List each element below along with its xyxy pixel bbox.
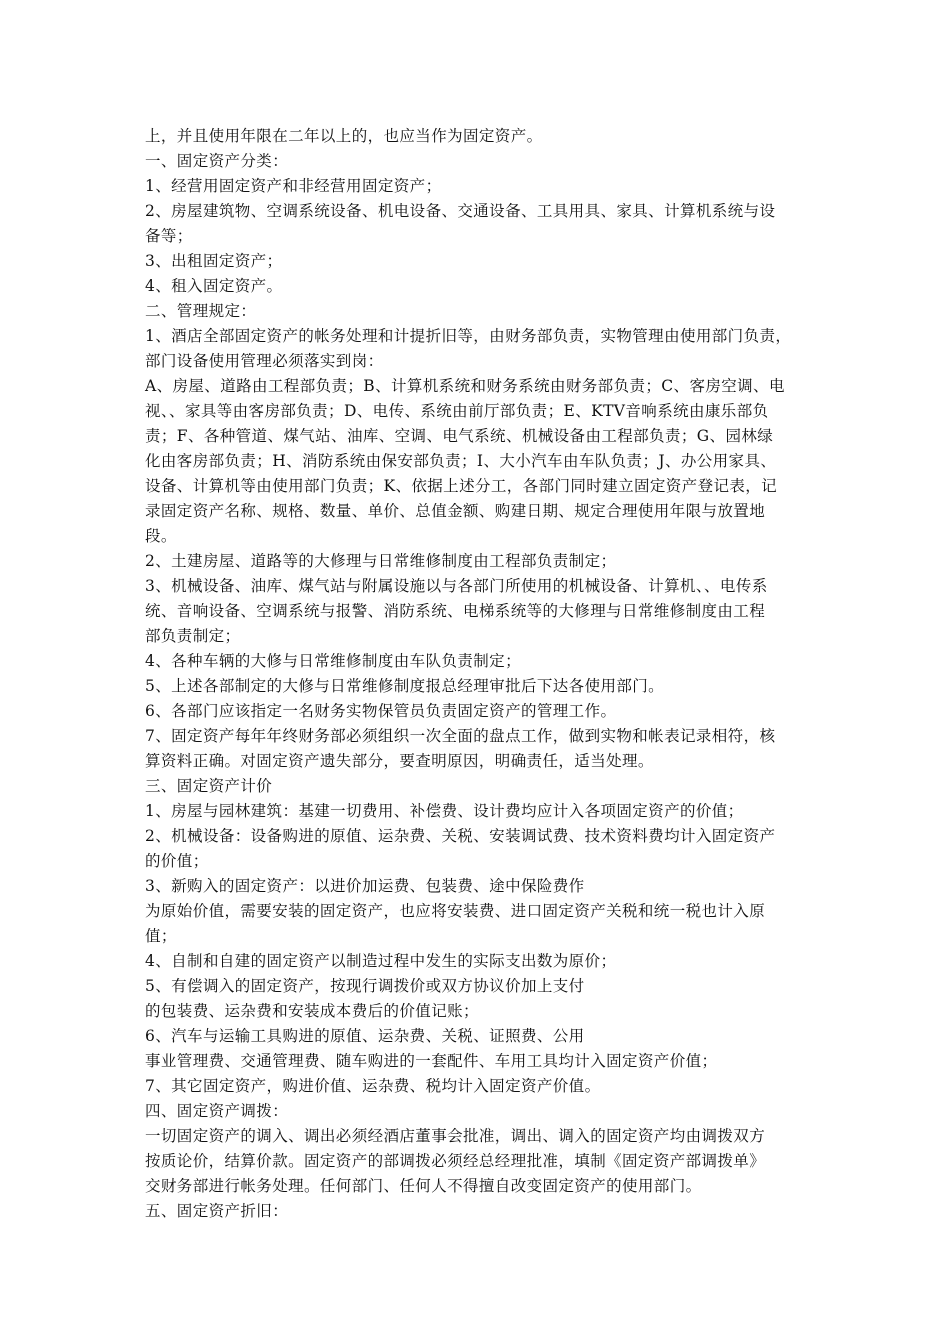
- text-line: 4、自制和自建的固定资产以制造过程中发生的实际支出数为原价；: [145, 952, 617, 970]
- text-line: 6、各部门应该指定一名财务实物保管员负责固定资产的管理工作。: [145, 702, 617, 720]
- text-line: 的包装费、运杂费和安装成本费后的价值记账；: [145, 1002, 479, 1020]
- text-line: 2、土建房屋、道路等的大修理与日常维修制度由工程部负责制定；: [145, 552, 617, 570]
- text-line: 部门设备使用管理必须落实到岗：: [145, 352, 384, 370]
- text-line: 上，并且使用年限在二年以上的，也应当作为固定资产。: [145, 127, 543, 145]
- text-line: 值；: [145, 927, 177, 945]
- text-line: 部负责制定；: [145, 627, 241, 645]
- text-line: 化由客房部负责；H、消防系统由保安部负责；I、大小汽车由车队负责；J、办公用家具、: [145, 452, 777, 470]
- section-heading: 四、固定资产调拨：: [145, 1102, 289, 1120]
- text-line: 3、机械设备、油库、煤气站与附属设施以与各部门所使用的机械设备、计算机、、电传系: [145, 577, 768, 595]
- text-line: 交财务部进行帐务处理。任何部门、任何人不得擅自改变固定资产的使用部门。: [145, 1177, 702, 1195]
- section-heading: 五、固定资产折旧：: [145, 1202, 289, 1220]
- text-line: 责；F、各种管道、煤气站、油库、空调、电气系统、机械设备由工程部负责；G、园林绿: [145, 427, 774, 445]
- text-line: 设备、计算机等由使用部门负责；K、依据上述分工，各部门同时建立固定资产登记表，记: [145, 477, 778, 495]
- text-line: 一切固定资产的调入、调出必须经酒店董事会批准，调出、调入的固定资产均由调拨双方: [145, 1127, 766, 1145]
- text-line: 事业管理费、交通管理费、随车购进的一套配件、车用工具均计入固定资产价值；: [145, 1052, 718, 1070]
- text-line: A、房屋、道路由工程部负责；B、计算机系统和财务系统由财务部负责；C、客房空调、电: [145, 377, 785, 395]
- text-line: 7、其它固定资产，购进价值、运杂费、税均计入固定资产价值。: [145, 1077, 601, 1095]
- text-line: 1、房屋与园林建筑：基建一切费用、补偿费、设计费均应计入各项固定资产的价值；: [145, 802, 744, 820]
- text-line: 算资料正确。对固定资产遗失部分，要查明原因，明确责任，适当处理。: [145, 752, 654, 770]
- section-heading: 一、固定资产分类：: [145, 152, 289, 170]
- document-body: [145, 124, 815, 1224]
- section-heading: 二、管理规定：: [145, 302, 257, 320]
- text-line: 2、机械设备：设备购进的原值、运杂费、关税、安装调试费、技术资料费均计入固定资产: [145, 827, 776, 845]
- text-line: 按质论价，结算价款。固定资产的部调拨必须经总经理批准，填制《固定资产部调拨单》: [145, 1152, 766, 1170]
- text-line: 视、、家具等由客房部负责；D、电传、系统由前厅部负责；E、KTV音响系统由康乐部负: [145, 402, 769, 420]
- text-line: 7、固定资产每年年终财务部必须组织一次全面的盘点工作，做到实物和帐表记录相符，核: [145, 727, 776, 745]
- text-line: 统、音响设备、空调系统与报警、消防系统、电梯系统等的大修理与日常维修制度由工程: [145, 602, 766, 620]
- text-line: 5、有偿调入的固定资产，按现行调拨价或双方协议价加上支付: [145, 977, 585, 995]
- text-line: 2、房屋建筑物、空调系统设备、机电设备、交通设备、工具用具、家具、计算机系统与设: [145, 202, 776, 220]
- text-line: 录固定资产名称、规格、数量、单价、总值金额、购建日期、规定合理使用年限与放置地: [145, 502, 766, 520]
- section-heading: 三、固定资产计价: [145, 777, 273, 795]
- text-line: 1、经营用固定资产和非经营用固定资产；: [145, 177, 442, 195]
- text-line: 5、上述各部制定的大修与日常维修制度报总经理审批后下达各使用部门。: [145, 677, 665, 695]
- text-line: 3、出租固定资产；: [145, 252, 283, 270]
- text-line: 1、酒店全部固定资产的帐务处理和计提折旧等，由财务部负责，实物管理由使用部门负责，: [145, 327, 792, 345]
- text-line: 3、新购入的固定资产：以进价加运费、包装费、途中保险费作: [145, 877, 585, 895]
- text-line: 为原始价值，需要安装的固定资产，也应将安装费、进口固定资产关税和统一税也计入原: [145, 902, 766, 920]
- text-line: 的价值；: [145, 852, 209, 870]
- text-line: 段。: [145, 527, 177, 545]
- text-line: 4、租入固定资产。: [145, 277, 283, 295]
- text-line: 6、汽车与运输工具购进的原值、运杂费、关税、证照费、公用: [145, 1027, 585, 1045]
- text-line: 备等；: [145, 227, 193, 245]
- text-line: 4、各种车辆的大修与日常维修制度由车队负责制定；: [145, 652, 521, 670]
